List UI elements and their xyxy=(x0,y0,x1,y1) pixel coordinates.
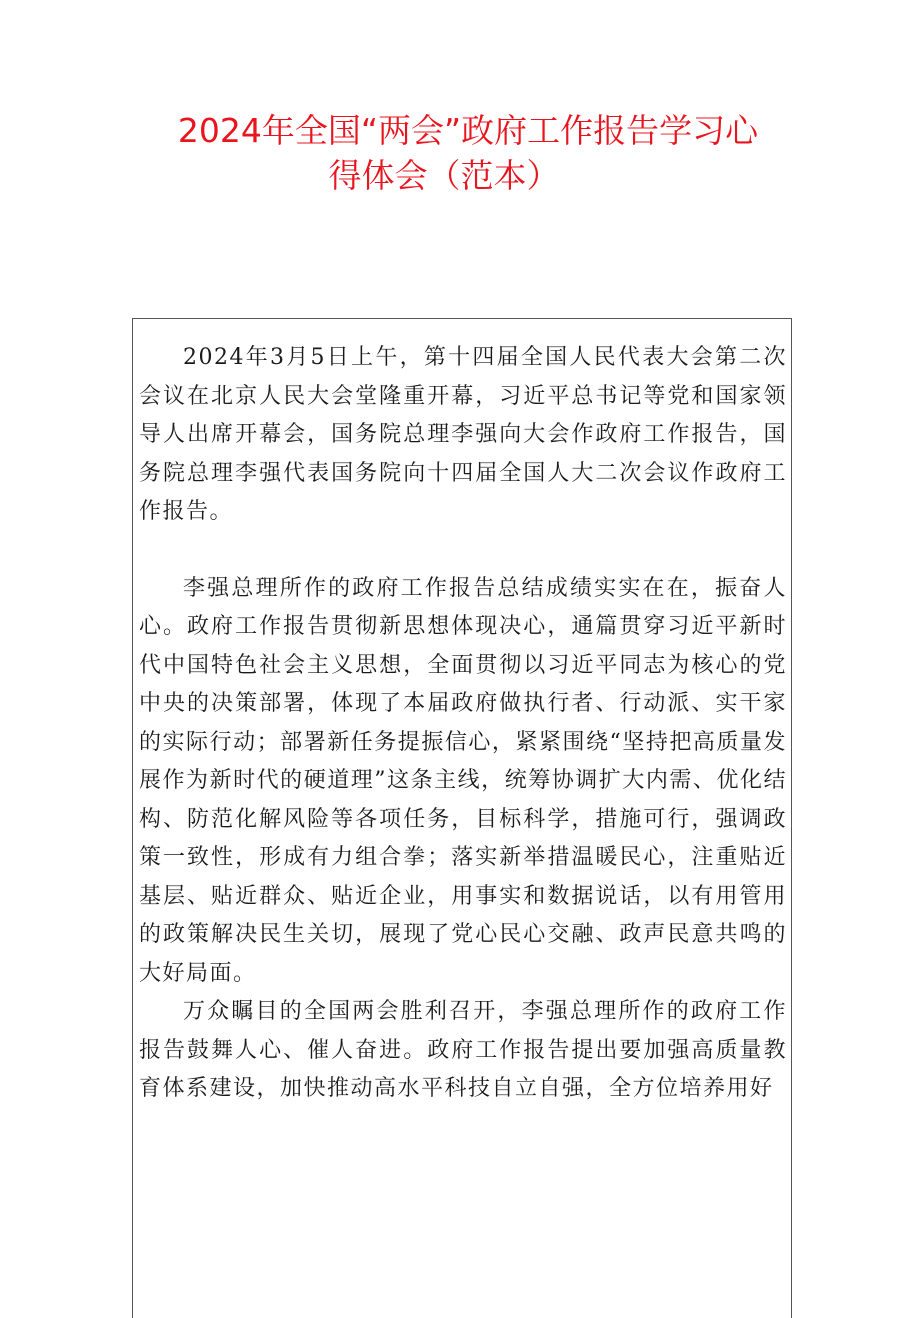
title-line-1: 2024年全国“两会”政府工作报告学习心 xyxy=(177,111,759,150)
paragraph-gap xyxy=(139,532,787,570)
document-title xyxy=(0,108,920,198)
paragraph-1: 2024年3月5日上午，第十四届全国人民代表大会第二次会议在北京人民大会堂隆重开幕，习近平总书记等党和国家领导人出席开幕会，国务院总理李强向大会作政府工作报告，国务院总理李强代表国务院向十四届全国人大二次会议作政府工作报告。 xyxy=(139,345,787,524)
paragraph-2: 李强总理所作的政府工作报告总结成绩实实在在，振奋人心。政府工作报告贯彻新思想体现决心，通篇贯穿习近平新时代中国特色社会主义思想，全面贯彻以习近平同志为核心的党中央的决策部署，体现了本届政府做执行者、行动派、实干家的实际行动；部署新任务提振信心，紧紧围绕“坚持把高质量发展作为新时代的硬道理”这条主线，统筹协调扩大内需、优化结构、防范化解风险等各项任务，目标科学，措施可行，强调政策一致性，形成有力组合拳；落实新举措温暖民心，注重贴近基层、贴近群众、贴近企业，用事实和数据说话，以有用管用的政策解决民生关切，展现了党心民心交融、政声民意共鸣的大好局面。 xyxy=(139,575,787,986)
body-text xyxy=(139,339,787,1109)
content-frame xyxy=(132,318,792,1318)
paragraph-3: 万众瞩目的全国两会胜利召开，李强总理所作的政府工作报告鼓舞人心、催人奋进。政府工作报告提出要加强高质量教育体系建设，加快推动高水平科技自立自强，全方位培养用好 xyxy=(139,999,787,1101)
title-line-2: 得体会（范本） xyxy=(328,156,560,195)
